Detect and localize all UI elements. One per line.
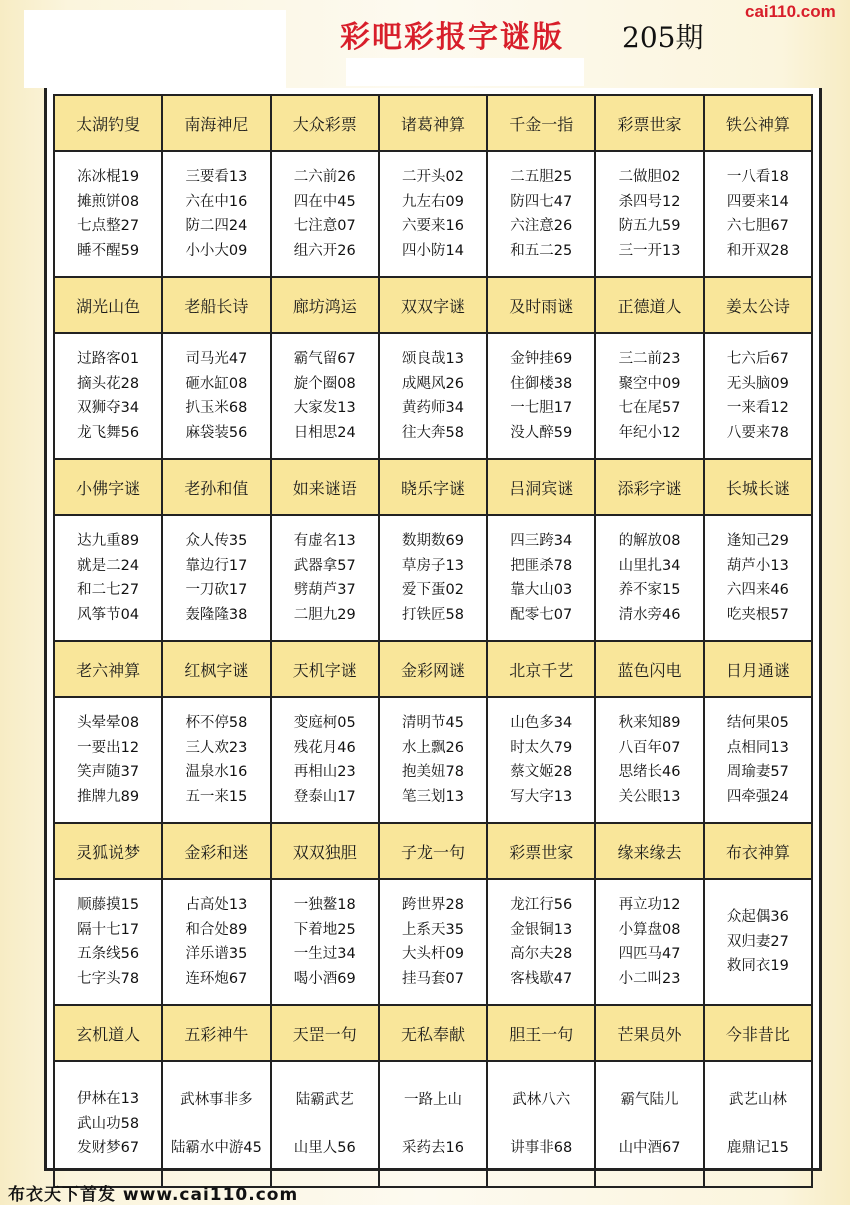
prediction-line: 四在中45	[293, 193, 356, 210]
prediction-line: 三一开13	[618, 242, 681, 259]
prediction-line: 霸气留67	[293, 351, 356, 367]
prediction-line: 砸水缸08	[185, 375, 248, 392]
column-header: 金彩和迷	[162, 823, 270, 879]
header-row	[54, 641, 812, 697]
prediction-line: 发财梦67	[77, 1140, 140, 1157]
prediction-line: 一要出12	[77, 739, 140, 756]
prediction-line: 打铁匠58	[402, 606, 464, 623]
column-header: 红枫字谜	[162, 641, 270, 697]
prediction-line: 挂马套07	[402, 970, 464, 987]
prediction-line: 旋个圈08	[293, 375, 356, 392]
prediction-line: 陆霸武艺	[295, 1091, 354, 1108]
prediction-line: 颂良哉13	[402, 351, 464, 367]
prediction-cell	[379, 333, 487, 459]
prediction-cell	[379, 697, 487, 823]
prediction-line: 武器拿57	[293, 557, 356, 574]
prediction-line: 组六开26	[293, 242, 356, 259]
prediction-line: 过路客01	[77, 351, 140, 367]
prediction-line: 山里扎34	[618, 557, 681, 574]
prediction-line: 四牵强24	[726, 788, 789, 805]
prediction-line: 和二七27	[77, 582, 140, 598]
column-header: 胆王一句	[487, 1005, 595, 1061]
prediction-line: 二六前26	[293, 169, 356, 185]
prediction-cell	[162, 1061, 270, 1187]
riddle-table	[53, 94, 813, 1188]
prediction-line: 四要来14	[726, 193, 789, 210]
prediction-cell	[704, 333, 812, 459]
blank-banner-left	[24, 10, 286, 88]
prediction-line: 聚空中09	[618, 375, 681, 392]
prediction-line: 麻袋装56	[185, 424, 248, 441]
column-header: 长城长谜	[704, 459, 812, 515]
prediction-line: 有虚名13	[293, 533, 356, 549]
prediction-line: 采药去16	[402, 1140, 464, 1156]
prediction-line: 陆霸水中游45	[170, 1140, 262, 1156]
prediction-line: 时太久79	[510, 739, 573, 756]
prediction-line: 小小大09	[185, 242, 248, 259]
column-header: 铁公神算	[704, 95, 812, 151]
prediction-line: 六在中16	[185, 193, 248, 210]
column-header: 添彩字谜	[595, 459, 703, 515]
prediction-line: 三二前23	[618, 351, 681, 367]
prediction-line: 再相山23	[293, 764, 356, 780]
prediction-cell	[595, 333, 703, 459]
prediction-line: 周瑜妻57	[726, 764, 789, 780]
prediction-line: 喝小酒69	[293, 970, 356, 987]
prediction-line: 霸气陆儿	[620, 1091, 679, 1108]
prediction-line: 金银铜13	[510, 921, 573, 938]
prediction-line: 龙江行56	[510, 897, 573, 913]
prediction-cell	[162, 333, 270, 459]
header-row	[54, 95, 812, 151]
prediction-line: 六要来16	[402, 218, 464, 234]
prediction-line: 小算盘08	[618, 921, 681, 938]
prediction-line: 蔡文姬28	[510, 764, 573, 780]
column-header: 金彩网谜	[379, 641, 487, 697]
prediction-line: 伊林在13	[77, 1091, 140, 1108]
prediction-cell	[595, 879, 703, 1005]
content-row	[54, 515, 812, 641]
prediction-line: 二胆九29	[293, 606, 356, 623]
prediction-cell	[379, 515, 487, 641]
page-header	[0, 0, 850, 92]
prediction-line: 武山功58	[77, 1115, 140, 1132]
content-row	[54, 333, 812, 459]
prediction-line: 五条线56	[77, 946, 140, 962]
prediction-cell	[54, 1061, 162, 1187]
prediction-line: 清水旁46	[618, 606, 681, 623]
prediction-line: 七字头78	[77, 970, 140, 987]
column-header: 如来谜语	[271, 459, 379, 515]
issue-number: 205期	[622, 21, 704, 54]
column-header: 老船长诗	[162, 277, 270, 333]
riddle-table-frame	[44, 88, 822, 1171]
content-row	[54, 697, 812, 823]
column-header: 灵狐说梦	[54, 823, 162, 879]
site-logo[interactable]: cai110.com	[745, 2, 836, 21]
prediction-line: 下着地25	[293, 921, 356, 938]
prediction-line: 武艺山林	[728, 1091, 787, 1108]
prediction-line: 武林事非多	[180, 1091, 253, 1108]
prediction-cell	[487, 1061, 595, 1187]
prediction-cell	[162, 515, 270, 641]
prediction-line: 龙飞舞56	[77, 424, 140, 441]
prediction-cell	[54, 515, 162, 641]
prediction-line: 冻冰棍19	[77, 169, 140, 185]
prediction-line: 把匪杀78	[510, 557, 573, 574]
prediction-line: 杀四号12	[618, 193, 681, 210]
column-header: 小佛字谜	[54, 459, 162, 515]
prediction-line: 劈葫芦37	[293, 582, 356, 598]
prediction-cell	[704, 515, 812, 641]
prediction-line: 客栈歇47	[510, 970, 573, 987]
column-header: 诸葛神算	[379, 95, 487, 151]
content-row	[54, 151, 812, 277]
prediction-cell	[54, 697, 162, 823]
prediction-line: 推牌九89	[77, 788, 140, 805]
column-header: 玄机道人	[54, 1005, 162, 1061]
prediction-line: 思绪长46	[618, 764, 681, 780]
prediction-line: 成飓风26	[402, 375, 464, 392]
prediction-cell	[54, 333, 162, 459]
footer-credit: 布衣天下首发 www.cai110.com	[8, 1185, 299, 1205]
column-header: 天机字谜	[271, 641, 379, 697]
prediction-line: 养不家15	[618, 582, 681, 598]
prediction-line: 无头脑09	[726, 375, 789, 392]
prediction-line: 众起偶36	[726, 909, 789, 926]
prediction-line: 六注意26	[510, 218, 573, 234]
column-header: 双双字谜	[379, 277, 487, 333]
prediction-line: 一独鳌18	[293, 897, 356, 913]
prediction-line: 双归妻27	[726, 933, 789, 950]
column-header: 千金一指	[487, 95, 595, 151]
prediction-line: 六七胆67	[726, 218, 789, 234]
prediction-cell	[704, 879, 812, 1005]
prediction-line: 二五胆25	[510, 169, 573, 185]
header-row	[54, 459, 812, 515]
prediction-cell	[271, 697, 379, 823]
prediction-line: 七点整27	[77, 218, 140, 234]
prediction-line: 草房子13	[402, 557, 464, 574]
prediction-line: 和开双28	[726, 242, 789, 259]
prediction-line: 一来看12	[726, 400, 789, 416]
prediction-line: 水上飘26	[402, 739, 464, 756]
column-header: 老六神算	[54, 641, 162, 697]
prediction-line: 众人传35	[185, 533, 248, 549]
prediction-line: 八百年07	[618, 739, 681, 756]
prediction-line: 和五二25	[510, 242, 573, 259]
prediction-line: 风筝节04	[77, 606, 140, 623]
column-header: 及时雨谜	[487, 277, 595, 333]
prediction-line: 清明节45	[402, 715, 464, 731]
column-header: 子龙一句	[379, 823, 487, 879]
prediction-line: 一刀砍17	[185, 582, 248, 598]
prediction-line: 救同衣19	[726, 958, 789, 975]
prediction-line: 山色多34	[510, 715, 573, 731]
prediction-cell	[379, 151, 487, 277]
prediction-cell	[487, 879, 595, 1005]
prediction-line: 就是二24	[77, 557, 140, 574]
prediction-line: 占高处13	[185, 897, 248, 913]
prediction-line: 七在尾57	[618, 400, 681, 416]
prediction-cell	[595, 1061, 703, 1187]
prediction-line: 头晕晕08	[77, 715, 140, 731]
header-row	[54, 823, 812, 879]
prediction-line: 关公眼13	[618, 788, 681, 805]
prediction-line: 没人醉59	[510, 424, 573, 441]
column-header: 姜太公诗	[704, 277, 812, 333]
column-header: 无私奉献	[379, 1005, 487, 1061]
prediction-line: 日相思24	[293, 424, 356, 441]
prediction-line: 跨世界28	[402, 897, 464, 913]
prediction-line: 一七胆17	[510, 400, 573, 416]
prediction-line: 靠边行17	[185, 557, 248, 574]
column-header: 蓝色闪电	[595, 641, 703, 697]
prediction-line: 的解放08	[618, 533, 681, 549]
prediction-line: 九左右09	[402, 193, 464, 210]
prediction-line: 数期数69	[402, 533, 464, 549]
prediction-cell	[162, 151, 270, 277]
prediction-line: 四匹马47	[618, 946, 681, 962]
prediction-line: 黄药师34	[402, 400, 464, 416]
column-header: 吕洞宾谜	[487, 459, 595, 515]
prediction-line: 上系天35	[402, 921, 464, 938]
prediction-line: 二做胆02	[618, 169, 681, 185]
prediction-line: 一生过34	[293, 946, 356, 962]
prediction-line: 一八看18	[726, 169, 789, 185]
prediction-line: 往大奔58	[402, 424, 464, 441]
prediction-cell	[595, 697, 703, 823]
prediction-line: 杯不停58	[185, 715, 248, 731]
prediction-line: 三人欢23	[185, 739, 248, 756]
column-header: 彩票世家	[595, 95, 703, 151]
prediction-line: 二开头02	[402, 169, 464, 185]
prediction-line: 一路上山	[403, 1091, 462, 1108]
column-header: 大众彩票	[271, 95, 379, 151]
prediction-line: 七注意07	[293, 218, 356, 234]
prediction-line: 八要来78	[726, 424, 789, 441]
column-header: 今非昔比	[704, 1005, 812, 1061]
prediction-cell	[271, 515, 379, 641]
prediction-line: 葫芦小13	[726, 557, 789, 574]
prediction-line: 结何果05	[726, 715, 789, 731]
column-header: 太湖钓叟	[54, 95, 162, 151]
prediction-line: 秋来知89	[618, 715, 681, 731]
prediction-cell	[271, 151, 379, 277]
prediction-line: 抱美妞78	[402, 764, 464, 780]
column-header: 芒果员外	[595, 1005, 703, 1061]
prediction-line: 连环炮67	[185, 970, 248, 987]
prediction-cell	[162, 879, 270, 1005]
prediction-cell	[595, 151, 703, 277]
prediction-cell	[704, 151, 812, 277]
prediction-cell	[54, 879, 162, 1005]
column-header: 缘来缘去	[595, 823, 703, 879]
column-header: 双双独胆	[271, 823, 379, 879]
prediction-cell	[271, 1061, 379, 1187]
prediction-line: 笔三划13	[402, 788, 464, 805]
prediction-cell	[379, 879, 487, 1005]
prediction-line: 靠大山03	[510, 582, 573, 598]
prediction-line: 小二叫23	[618, 970, 681, 987]
prediction-line: 吃夹根57	[726, 606, 789, 623]
prediction-line: 和合处89	[185, 921, 248, 938]
prediction-line: 防五九59	[618, 218, 681, 234]
page-title: 彩吧彩报字谜版	[340, 20, 564, 55]
prediction-line: 洋乐谱35	[185, 946, 248, 962]
prediction-line: 扒玉米68	[185, 400, 248, 416]
prediction-line: 爱下蛋02	[402, 582, 464, 598]
prediction-line: 登泰山17	[293, 788, 356, 805]
prediction-cell	[595, 515, 703, 641]
header-row	[54, 1005, 812, 1061]
prediction-line: 大家发13	[293, 400, 356, 416]
prediction-line: 睡不醒59	[77, 242, 140, 259]
prediction-line: 达九重89	[77, 533, 140, 549]
prediction-cell	[162, 697, 270, 823]
prediction-line: 大头杆09	[402, 946, 464, 962]
prediction-line: 高尔夫28	[510, 946, 573, 962]
prediction-line: 三要看13	[185, 169, 248, 185]
prediction-cell	[487, 515, 595, 641]
column-header: 廊坊鸿运	[271, 277, 379, 333]
prediction-line: 笑声随37	[77, 764, 140, 780]
prediction-line: 逢知己29	[726, 533, 789, 549]
prediction-line: 残花月46	[293, 739, 356, 756]
prediction-line: 轰隆隆38	[185, 606, 248, 623]
prediction-cell	[379, 1061, 487, 1187]
blank-banner-center	[346, 58, 584, 86]
column-header: 布衣神算	[704, 823, 812, 879]
column-header: 天罡一句	[271, 1005, 379, 1061]
prediction-line: 山中酒67	[618, 1140, 681, 1156]
prediction-line: 双狮夺34	[77, 400, 140, 416]
prediction-cell	[487, 151, 595, 277]
prediction-line: 再立功12	[618, 897, 681, 913]
prediction-line: 讲事非68	[510, 1140, 573, 1156]
prediction-line: 变庭柯05	[293, 715, 356, 731]
prediction-cell	[487, 697, 595, 823]
column-header: 彩票世家	[487, 823, 595, 879]
header-row	[54, 277, 812, 333]
prediction-line: 六四来46	[726, 582, 789, 598]
prediction-line: 四三跨34	[510, 533, 573, 549]
prediction-cell	[704, 697, 812, 823]
prediction-line: 防二四24	[185, 218, 248, 234]
prediction-line: 四小防14	[402, 242, 464, 259]
column-header: 五彩神牛	[162, 1005, 270, 1061]
prediction-line: 金钟挂69	[510, 351, 573, 367]
prediction-line: 点相同13	[726, 739, 789, 756]
column-header: 晓乐字谜	[379, 459, 487, 515]
prediction-cell	[271, 879, 379, 1005]
prediction-line: 顺藤摸15	[77, 897, 140, 913]
prediction-cell	[704, 1061, 812, 1187]
prediction-line: 温泉水16	[185, 764, 248, 780]
prediction-line: 配零七07	[510, 606, 573, 623]
column-header: 北京千艺	[487, 641, 595, 697]
prediction-line: 防四七47	[510, 193, 573, 210]
prediction-line: 摊煎饼08	[77, 193, 140, 210]
column-header: 南海神尼	[162, 95, 270, 151]
prediction-line: 五一来15	[185, 788, 248, 805]
column-header: 日月通谜	[704, 641, 812, 697]
column-header: 湖光山色	[54, 277, 162, 333]
prediction-line: 山里人56	[293, 1140, 356, 1156]
prediction-line: 写大字13	[510, 788, 573, 805]
prediction-line: 武林八六	[512, 1091, 571, 1108]
prediction-line: 七六后67	[726, 351, 789, 367]
prediction-line: 鹿鼎记15	[726, 1140, 789, 1156]
column-header: 老孙和值	[162, 459, 270, 515]
prediction-cell	[271, 333, 379, 459]
column-header: 正德道人	[595, 277, 703, 333]
prediction-cell	[54, 151, 162, 277]
prediction-line: 隔十七17	[77, 921, 140, 938]
prediction-cell	[487, 333, 595, 459]
prediction-line: 住御楼38	[510, 375, 573, 392]
prediction-line: 摘头花28	[77, 375, 140, 392]
content-row	[54, 1061, 812, 1187]
prediction-line: 年纪小12	[618, 424, 681, 441]
prediction-line: 司马光47	[185, 351, 248, 367]
content-row	[54, 879, 812, 1005]
